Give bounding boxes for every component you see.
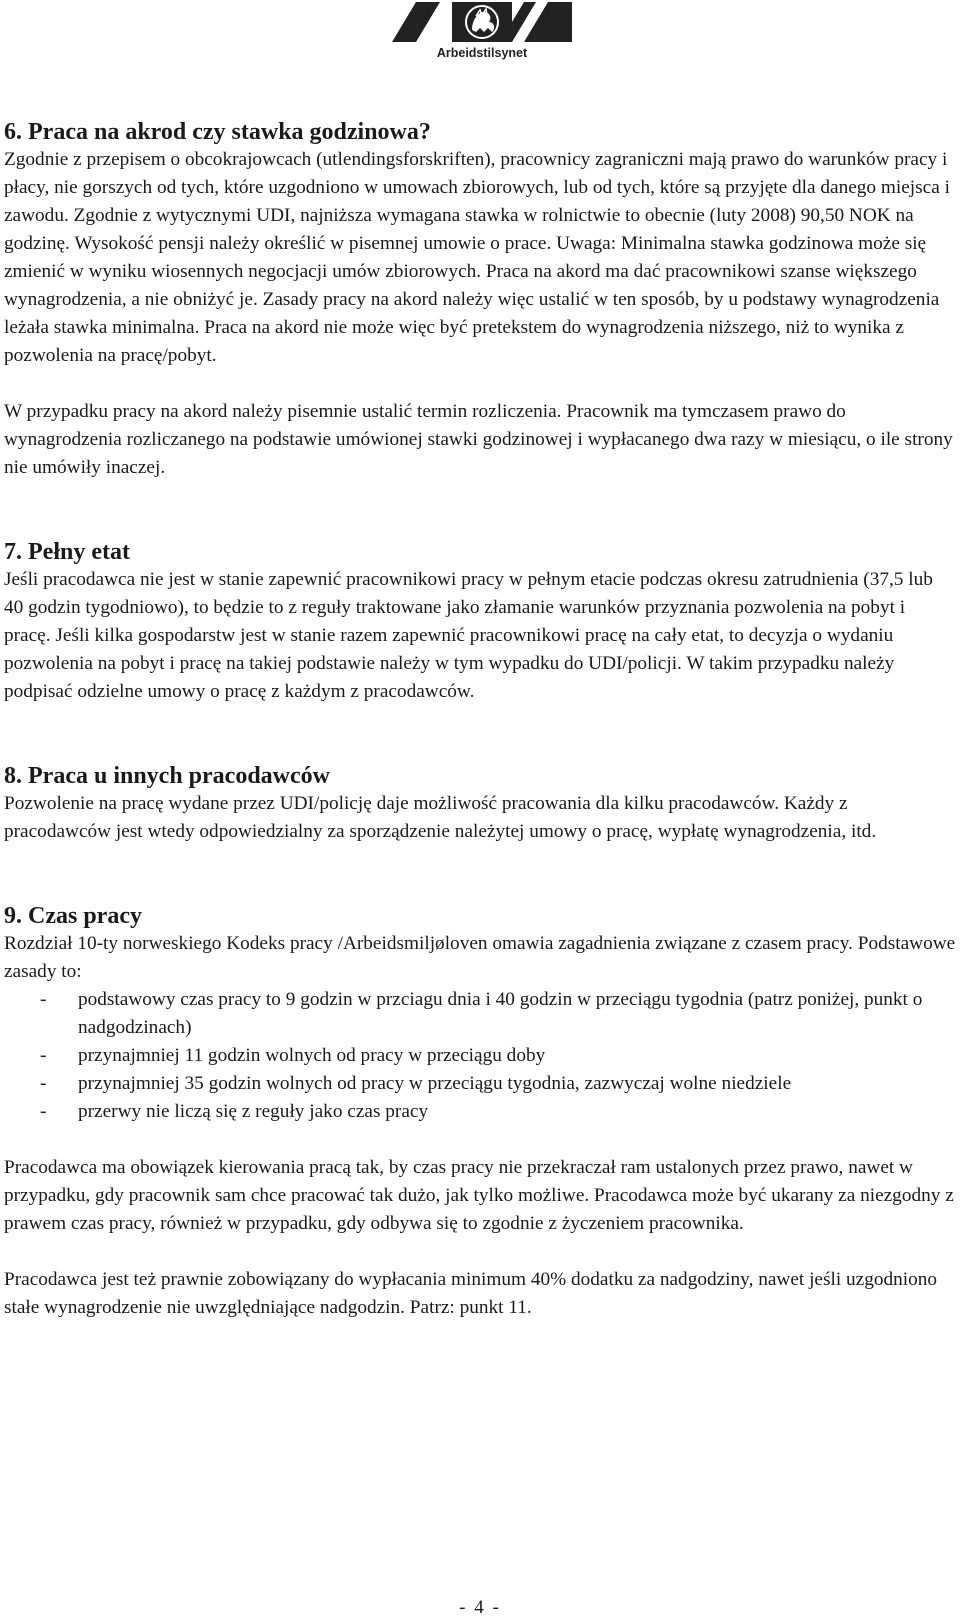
page-number: - 4 -	[459, 1597, 501, 1618]
list-item-text: podstawowy czas pracy to 9 godzin w przciagu dnia i 40 godzin w przeciągu tygodnia (patrz poniżej, punkt o nadgodzinach)	[78, 989, 923, 1038]
section-heading: 6. Praca na akrod czy stawka godzinowa?	[4, 119, 431, 145]
list-item	[4, 1098, 956, 1126]
paragraph: Rozdział 10-ty norweskiego Kodeks pracy /Arbeidsmiljøloven omawia zagadnienia związane z czasem pracy. Podstawowe zasady to:	[4, 933, 956, 982]
section-heading: 7. Pełny etat	[4, 539, 130, 565]
logo	[392, 2, 572, 64]
document-body	[4, 118, 956, 1322]
list-item	[4, 986, 956, 1042]
paragraph: W przypadku pracy na akord należy pisemnie ustalić termin rozliczenia. Pracownik ma tymczasem prawo do wynagrodzenia rozliczanego na podstawie umówionej stawki godzinowej i wypłacanego dwa razy w miesiącu, o ile strony nie umówiły inaczej.	[4, 401, 953, 478]
paragraph: Pracodawca ma obowiązek kierowania pracą tak, by czas pracy nie przekraczał ram ustalonych przez prawo, nawet w przypadku, gdy pracownik sam chce pracować tak dużo, jak tylko możliwe. Pracodawca może być ukarany za niezgodny z prawem czas pracy, również w przypadku, gdy odbywa się to zgodnie z życzeniem pracownika.	[4, 1157, 954, 1234]
list-marker: -	[40, 1073, 47, 1094]
list-marker: -	[40, 1045, 47, 1066]
section-9	[4, 902, 956, 1322]
paragraph: Pozwolenie na pracę wydane przez UDI/policję daje możliwość pracowania dla kilku pracodawców. Każdy z pracodawców jest wtedy odpowiedzialny za sporządzenie należytej umowy o pracę, wypłatę wynagrodzenia, itd.	[4, 793, 877, 842]
list-item-text: przerwy nie liczą się z reguły jako czas pracy	[78, 1101, 429, 1122]
logo-text: Arbeidstilsynet	[436, 46, 528, 60]
paragraph: Zgodnie z przepisem o obcokrajowcach (utlendingsforskriften), pracownicy zagraniczni mają prawo do warunków pracy i płacy, nie gorszych od tych, które uzgodniono w umowach zbiorowych, lub od tych, które są przyjęte dla danego miejsca i zawodu. Zgodnie z wytycznymi UDI, najniższa wymagana stawka w rolnictwie to obecnie (luty 2008) 90,50 NOK na godzinę. Wysokość pensji należy określić w pisemnej umowie o prace. Uwaga: Minimalna stawka godzinowa może się zmienić w wyniku wiosennych negocjacji umów zbiorowych. Praca na akord ma dać pracownikowi szanse większego wynagrodzenia, a nie obniżyć je. Zasady pracy na akord należy więc ustalić w ten sposób, by u podstawy wynagrodzenia leżała stawka minimalna. Praca na akord nie może więc być pretekstem do wynagrodzenia niższego, niż to wynika z pozwolenia na pracę/pobyt.	[4, 149, 950, 366]
rules-list	[4, 986, 956, 1126]
list-marker: -	[40, 989, 47, 1010]
section-heading: 9. Czas pracy	[4, 903, 142, 929]
section-heading: 8. Praca u innych pracodawców	[4, 763, 330, 789]
section-6	[4, 118, 956, 482]
norwegian-lion-emblem-icon	[392, 2, 572, 46]
list-item-text: przynajmniej 11 godzin wolnych od pracy w przeciągu doby	[78, 1045, 546, 1066]
paragraph: Pracodawca jest też prawnie zobowiązany do wypłacania minimum 40% dodatku za nadgodziny, nawet jeśli uzgodniono stałe wynagrodzenie nie uwzględniające nadgodzin. Patrz: punkt 11.	[4, 1269, 938, 1318]
section-8	[4, 762, 956, 846]
list-item-text: przynajmniej 35 godzin wolnych od pracy w przeciągu tygodnia, zazwyczaj wolne niedziele	[78, 1073, 792, 1094]
section-7	[4, 538, 956, 706]
list-item	[4, 1070, 956, 1098]
paragraph: Jeśli pracodawca nie jest w stanie zapewnić pracownikowi pracy w pełnym etacie podczas okresu zatrudnienia (37,5 lub 40 godzin tygodniowo), to będzie to z reguły traktowane jako złamanie warunków przyznania pozwolenia na pobyt i pracę. Jeśli kilka gospodarstw jest w stanie razem zapewnić pracownikowi pracę na cały etat, to decyzja o wydaniu pozwolenia na pobyt i pracę na takiej podstawie należy w tym wypadku do UDI/policji. W takim przypadku należy podpisać odzielne umowy o pracę z każdym z pracodawców.	[4, 569, 933, 702]
list-item	[4, 1042, 956, 1070]
list-marker: -	[40, 1101, 47, 1122]
